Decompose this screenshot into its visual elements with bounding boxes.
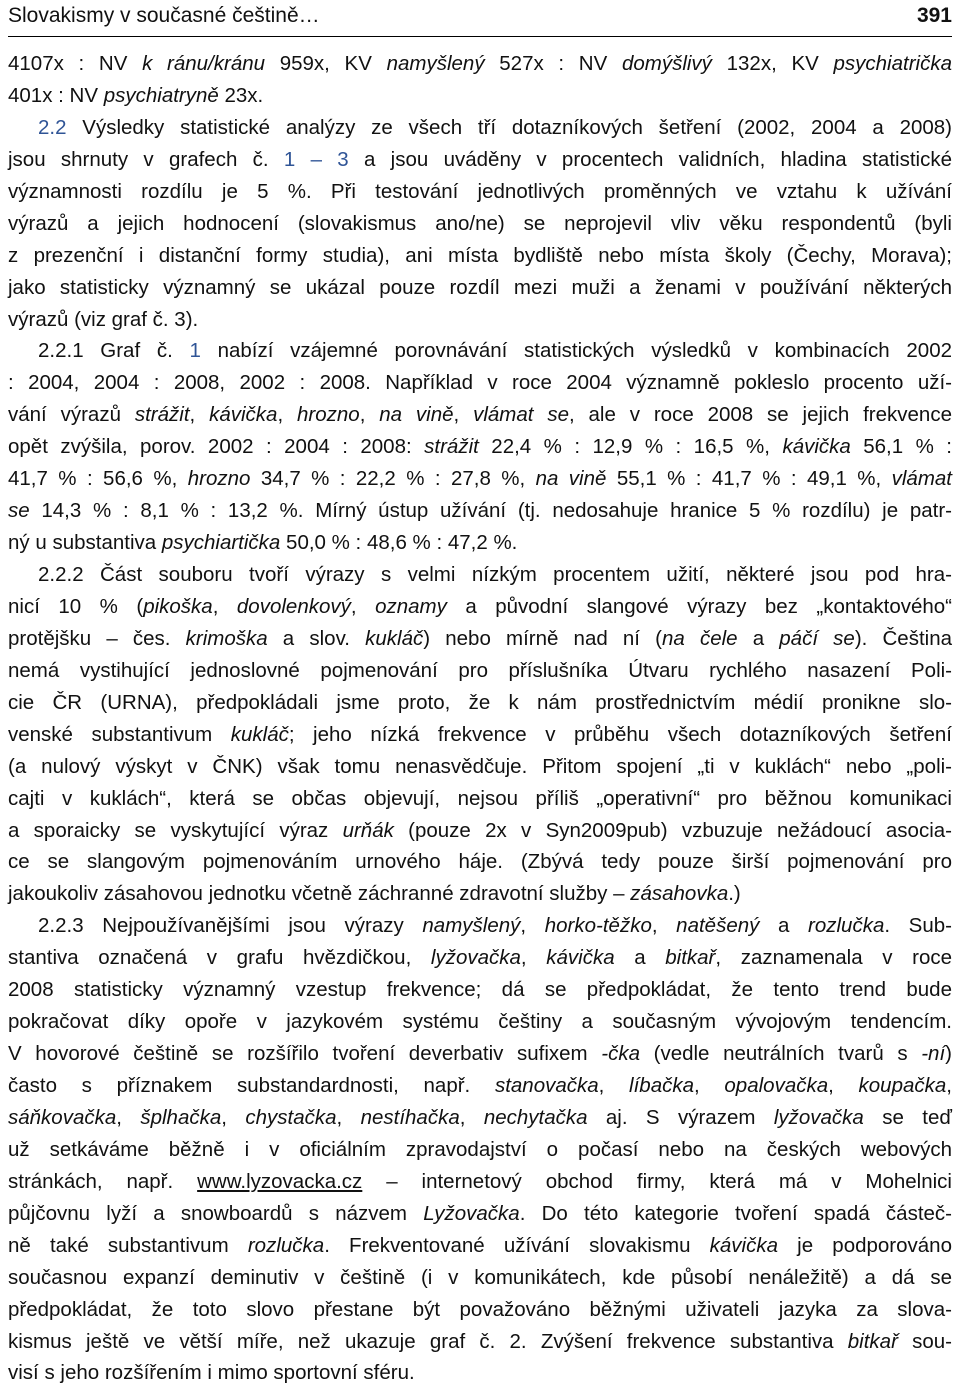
italic-term: koupačka xyxy=(858,1074,947,1097)
italic-term: na vině xyxy=(379,403,454,427)
text-run: současnou expanzí deminutiv v češtině (i v komunikátech, kde působí nenáležitě) a dá se xyxy=(8,1265,952,1289)
italic-term: psychiatryně xyxy=(103,83,219,107)
text-run: a jsou uváděny v procentech validních, hladina statistické xyxy=(348,147,952,171)
italic-term: krimoška xyxy=(185,626,268,650)
text-line xyxy=(8,1198,952,1230)
text-line xyxy=(8,687,952,719)
text-line xyxy=(8,1038,952,1070)
text-run: výrazů a jejich hodnocení (slovakismus ano/ne) se neprojevil vliv věku respondentů (byli xyxy=(8,211,952,235)
text-run: protějšku – čes. xyxy=(8,626,186,650)
italic-term: líbačka xyxy=(629,1074,695,1097)
italic-term: psychiatrička xyxy=(833,52,952,75)
text-run: a xyxy=(614,946,666,970)
text-run: cajti v kuklách“, která se občas objevují, nejsou příliš „operativní“ pro běžnou komunikaci xyxy=(8,786,952,810)
text-run: . Frekventované užívání slovakismu xyxy=(324,1233,710,1257)
text-run: , ale v roce 2008 se jejich frekvence xyxy=(568,403,952,427)
text-run: 23x. xyxy=(218,83,264,107)
text-line xyxy=(8,527,952,559)
italic-term: Lyžovačka xyxy=(423,1201,520,1225)
text-line xyxy=(8,399,952,431)
text-run: . Sub- xyxy=(884,914,952,938)
italic-term: k ránu/kránu xyxy=(142,52,266,75)
text-line xyxy=(8,144,952,176)
text-run: 56,1 % : xyxy=(850,435,952,459)
italic-term: hrozno xyxy=(187,467,251,491)
text-line xyxy=(8,878,952,910)
italic-term: urňák xyxy=(342,818,394,842)
italic-term: kávička xyxy=(782,435,851,459)
text-run: už setkáváme běžně i v oficiálním zpravodajství o počasí nebo na českých webových xyxy=(8,1137,952,1161)
text-run: (vedle neutrálních tvarů s xyxy=(640,1042,922,1066)
italic-term: kukláč xyxy=(230,722,289,746)
italic-term: páčí se xyxy=(779,626,855,650)
italic-term: vlámat se xyxy=(473,403,569,427)
text-run: , xyxy=(350,594,376,618)
italic-term: strážit xyxy=(134,403,190,427)
text-run: , xyxy=(520,914,545,938)
text-line xyxy=(8,751,952,783)
text-run: předpokládat, že toto slovo přestane být považováno běžnými uživateli jazyka za slova- xyxy=(8,1297,952,1321)
italic-term: rozlučka xyxy=(247,1233,325,1257)
text-run: jsou shrnuty v grafech č. xyxy=(8,147,284,171)
text-run: cie ČR (URNA), předpokládali jsme proto, že k nám prostřednictvím médií pronikne slo- xyxy=(8,690,952,714)
text-run: je podporováno xyxy=(778,1233,952,1257)
text-line xyxy=(8,1294,952,1326)
text-run: V hovorové češtině se rozšířilo tvoření deverbativ sufixem xyxy=(8,1042,602,1066)
text-run: – internetový obchod firmy, která má v Mohelnici xyxy=(362,1169,952,1193)
text-line xyxy=(8,559,952,591)
text-run: , xyxy=(598,1074,630,1097)
text-run: , xyxy=(277,403,298,427)
italic-term: namyšlený xyxy=(386,52,485,75)
text-line xyxy=(8,815,952,847)
text-run: opět zvýšila, porov. 2002 : 2004 : 2008: xyxy=(8,435,425,459)
text-line xyxy=(8,974,952,1006)
text-run: 50,0 % : 48,6 % : 47,2 %. xyxy=(280,531,518,555)
text-line xyxy=(8,1134,952,1166)
text-line xyxy=(8,719,952,751)
text-run: ; jeho nízká frekvence v průběhu všech dotazníkových šetření xyxy=(288,722,952,746)
text-line xyxy=(8,272,952,304)
italic-term: kávička xyxy=(209,403,278,427)
italic-term: psychiartička xyxy=(161,531,281,555)
text-run: visí s jeho rozšířením i mimo sportovní sféru. xyxy=(8,1361,415,1385)
page-number: 391 xyxy=(916,4,952,27)
italic-term: bitkař xyxy=(665,946,716,970)
italic-term: rozlučka xyxy=(808,914,885,938)
text-run: půjčovnu lyží a snowboardů s názvem xyxy=(8,1201,424,1225)
text-run: z prezenční i distanční formy studia), ani místa bydliště nebo místa školy (Čechy, Morava); xyxy=(8,243,952,267)
italic-term: -ní xyxy=(921,1042,946,1066)
text-run: .) xyxy=(728,882,741,906)
text-run: 2.2.2 Část souboru tvoří výrazy s velmi nízkým procentem užití, některé jsou pod hra- xyxy=(38,563,952,586)
text-run: , zaznamenala v roce xyxy=(715,946,952,970)
text-run: významnosti rozdílu je 5 %. Při testování jednotlivých proměnných ve vztahu k užívání xyxy=(8,179,952,203)
text-run: aj. S výrazem xyxy=(587,1105,774,1129)
text-line xyxy=(8,176,952,208)
text-run: , xyxy=(520,946,547,970)
text-run: 1 xyxy=(189,339,201,363)
text-run: 527x : NV xyxy=(484,52,622,75)
text-line xyxy=(8,591,952,623)
italic-term: se xyxy=(8,499,30,523)
text-run: 401x : NV xyxy=(8,83,104,107)
text-line xyxy=(8,1102,952,1134)
web-link[interactable]: www.lyzovacka.cz xyxy=(197,1169,363,1193)
text-run: ) xyxy=(945,1042,952,1066)
text-run: stantiva označená v grafu hvězdičkou, xyxy=(8,946,431,970)
italic-term: kávička xyxy=(709,1233,778,1257)
text-run: , xyxy=(336,1105,361,1129)
text-run: jakoukoliv zásahovou jednotku včetně záchranné zdravotní služby – xyxy=(8,882,631,906)
running-header xyxy=(8,0,952,37)
text-run: 55,1 % : 41,7 % : 49,1 %, xyxy=(606,467,892,491)
text-line xyxy=(8,80,952,112)
text-run: 959x, KV xyxy=(265,52,387,75)
text-run: 2.2 xyxy=(38,115,83,139)
text-line xyxy=(8,846,952,878)
text-run: sou- xyxy=(897,1329,952,1353)
italic-term: sáňkovačka xyxy=(8,1105,117,1129)
text-run: , xyxy=(651,914,677,938)
italic-term: zásahovka xyxy=(630,882,729,906)
text-run: venské substantivum xyxy=(8,722,231,746)
text-run: Výsledky statistické analýzy ze všech tří dotazníkových šetření (2002, 2004 a 2008) xyxy=(82,115,953,139)
italic-term: strážit xyxy=(424,435,479,459)
text-line xyxy=(8,1262,952,1294)
text-run: výrazů (viz graf č. 3). xyxy=(8,307,199,331)
text-run: 14,3 % : 8,1 % : 13,2 %. Mírný ústup užívání (tj. nedosahuje hranice 5 % rozdílu) je patr- xyxy=(29,499,952,523)
italic-term: pikoška xyxy=(143,594,213,618)
text-run: jako statisticky významný se ukázal pouze rozdíl mezi muži a ženami v používání některých xyxy=(8,275,952,299)
italic-term: lyžovačka xyxy=(773,1105,864,1129)
text-line xyxy=(8,1326,952,1358)
italic-term: opalovačka xyxy=(724,1074,829,1097)
text-run: vání výrazů xyxy=(8,403,135,427)
italic-term: na vině xyxy=(535,467,607,491)
text-run: , xyxy=(359,403,380,427)
italic-term: hrozno xyxy=(297,403,360,427)
text-run: , xyxy=(212,594,237,618)
text-run: a původní slangové výrazy bez „kontaktového“ xyxy=(446,594,952,618)
text-line xyxy=(8,112,952,144)
italic-term: domýšlivý xyxy=(621,52,712,75)
text-run: a sporaicky se vyskytující výraz xyxy=(8,818,343,842)
text-run: často s příznakem substandardnosti, např. xyxy=(8,1074,495,1097)
italic-term: na čele xyxy=(661,626,738,650)
running-title: Slovakismy v současné češtině… xyxy=(8,4,320,27)
italic-term: chystačka xyxy=(245,1105,337,1129)
italic-term: kávička xyxy=(546,946,615,970)
text-line xyxy=(8,495,952,527)
text-run: , xyxy=(453,403,474,427)
text-run: , xyxy=(459,1105,484,1129)
text-run: nemá vystihující jednoslovné pojmenování pro příslušníka Útvaru rychlého nasazení Poli- xyxy=(8,658,952,682)
italic-term: šplhačka xyxy=(140,1105,222,1129)
text-run: , xyxy=(946,1074,952,1097)
text-line xyxy=(8,304,952,336)
text-line xyxy=(8,942,952,974)
text-run: 2.2.1 Graf č. xyxy=(38,339,190,363)
italic-term: dovolenkový xyxy=(236,594,351,618)
text-line xyxy=(8,335,952,367)
italic-term: horko-těžko xyxy=(544,914,652,938)
text-run: a xyxy=(737,626,780,650)
text-run: nicí 10 % ( xyxy=(8,594,144,618)
text-run: . Do této kategorie tvoření spadá částeč- xyxy=(519,1201,953,1225)
italic-term: namyšlený xyxy=(422,914,521,938)
text-line xyxy=(8,783,952,815)
text-line xyxy=(8,1166,952,1198)
text-line xyxy=(8,1357,952,1389)
text-run: ně také substantivum xyxy=(8,1233,248,1257)
text-run: ). Čeština xyxy=(854,626,953,650)
text-run: 132x, KV xyxy=(711,52,834,75)
text-run: 41,7 % : 56,6 %, xyxy=(8,467,188,491)
text-line xyxy=(8,431,952,463)
italic-term: nestíhačka xyxy=(360,1105,460,1129)
text-run: 2008 statisticky významný vzestup frekvence; dá se předpokládat, že tento trend bude xyxy=(8,978,952,1002)
text-line xyxy=(8,240,952,272)
text-run: (pouze 2x v Syn2009pub) vzbuzuje nežádoucí asocia- xyxy=(393,818,952,842)
text-run: , xyxy=(221,1105,246,1129)
body-text xyxy=(8,48,952,1389)
italic-term: vlámat xyxy=(891,467,952,491)
text-line xyxy=(8,623,952,655)
text-run: , xyxy=(116,1105,141,1129)
italic-term: natěšený xyxy=(676,914,760,938)
text-run: , xyxy=(694,1074,725,1097)
text-run: kismus ještě ve větší míře, než ukazuje graf č. 2. Zvýšení frekvence substantiva xyxy=(8,1329,848,1353)
italic-term: nechytačka xyxy=(483,1105,588,1129)
text-line xyxy=(8,367,952,399)
text-run: a xyxy=(759,914,809,938)
text-line xyxy=(8,48,952,80)
italic-term: -čka xyxy=(601,1042,640,1066)
text-run: 2.2.3 Nejpoužívanějšími jsou výrazy xyxy=(38,914,423,938)
text-run: ) nebo mírně nad ní ( xyxy=(423,626,662,650)
text-run: pokračovat díky opoře v jazykovém systému češtiny a současným vývojovým tendencím. xyxy=(8,1010,952,1034)
italic-term: lyžovačka xyxy=(430,946,521,970)
text-line xyxy=(8,208,952,240)
text-run: : 2004, 2004 : 2008, 2002 : 2008. Například v roce 2004 významně pokleslo procento uží- xyxy=(8,371,952,395)
text-run: se teď xyxy=(863,1105,952,1129)
text-run: nabízí vzájemné porovnávání statistických výsledků v kombinacích 2002 xyxy=(200,339,953,363)
text-line xyxy=(8,655,952,687)
text-line xyxy=(8,910,952,942)
text-run: 22,4 % : 12,9 % : 16,5 %, xyxy=(478,435,783,459)
text-run: , xyxy=(189,403,210,427)
text-run: ce se slangovým pojmenováním urnového háje. (Zbývá tedy pouze širší pojmenování pro xyxy=(8,850,952,874)
text-run: stránkách, např. xyxy=(8,1169,198,1193)
text-line xyxy=(8,463,952,495)
text-line xyxy=(8,1230,952,1262)
text-run: 4107x : NV xyxy=(8,52,143,75)
text-run: ný u substantiva xyxy=(8,531,162,555)
text-run: 1 – 3 xyxy=(283,147,349,171)
italic-term: kukláč xyxy=(365,626,424,650)
italic-term: oznamy xyxy=(375,594,447,618)
text-run: (a nulový výskyt v ČNK) však tomu nenasvědčuje. Přitom spojení „ti v kuklách“ nebo „poli- xyxy=(8,754,952,778)
text-run: a slov. xyxy=(267,626,366,650)
text-run: 34,7 % : 22,2 % : 27,8 %, xyxy=(250,467,536,491)
text-line xyxy=(8,1006,952,1038)
text-line xyxy=(8,1070,952,1102)
italic-term: stanovačka xyxy=(494,1074,599,1097)
text-run: , xyxy=(828,1074,859,1097)
italic-term: bitkař xyxy=(847,1329,898,1353)
